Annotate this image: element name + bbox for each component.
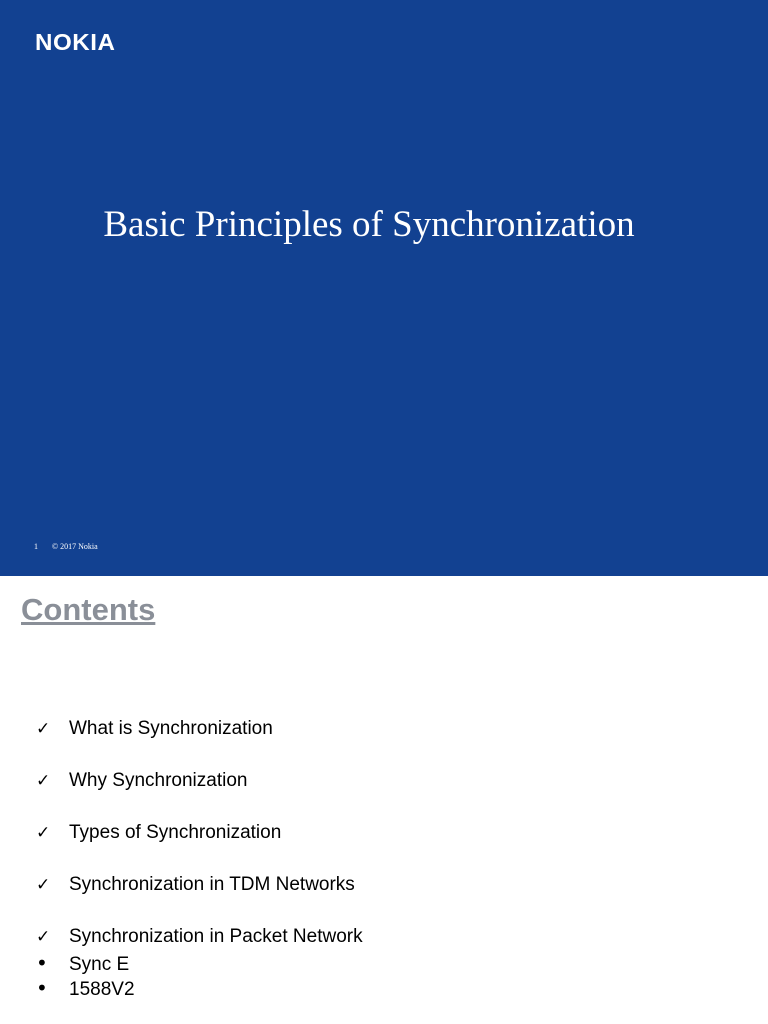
bullet-icon: •: [36, 976, 48, 1000]
checkmark-icon: ✓: [36, 927, 51, 947]
list-item: [36, 951, 129, 976]
list-item-label: What is Synchronization: [69, 718, 273, 739]
list-item-label: Why Synchronization: [69, 770, 248, 791]
list-item: [36, 976, 135, 1001]
copyright-text: © 2017 Nokia: [52, 542, 98, 551]
list-item-label: Synchronization in TDM Networks: [69, 874, 355, 895]
bullet-icon: •: [36, 951, 48, 975]
slide-title: Basic Principles of Synchronization: [103, 204, 635, 245]
slide-footer: [34, 542, 98, 551]
list-item-label: 1588V2: [69, 979, 135, 1000]
contents-slide: [0, 576, 768, 1024]
checkmark-icon: ✓: [36, 771, 51, 791]
list-item: [36, 822, 281, 844]
list-item-label: Synchronization in Packet Network: [69, 926, 363, 947]
list-item: [36, 770, 247, 792]
list-item: [36, 926, 363, 948]
list-item: [36, 718, 273, 740]
list-item-label: Types of Synchronization: [69, 822, 282, 843]
checkmark-icon: ✓: [36, 823, 51, 843]
list-item: [36, 874, 355, 896]
list-item-label: Sync E: [69, 954, 130, 975]
contents-heading: Contents: [21, 592, 156, 627]
nokia-logo: NOKIA: [35, 29, 116, 55]
page-number: 1: [34, 542, 38, 551]
checkmark-icon: ✓: [36, 875, 51, 895]
checkmark-icon: ✓: [36, 719, 51, 739]
